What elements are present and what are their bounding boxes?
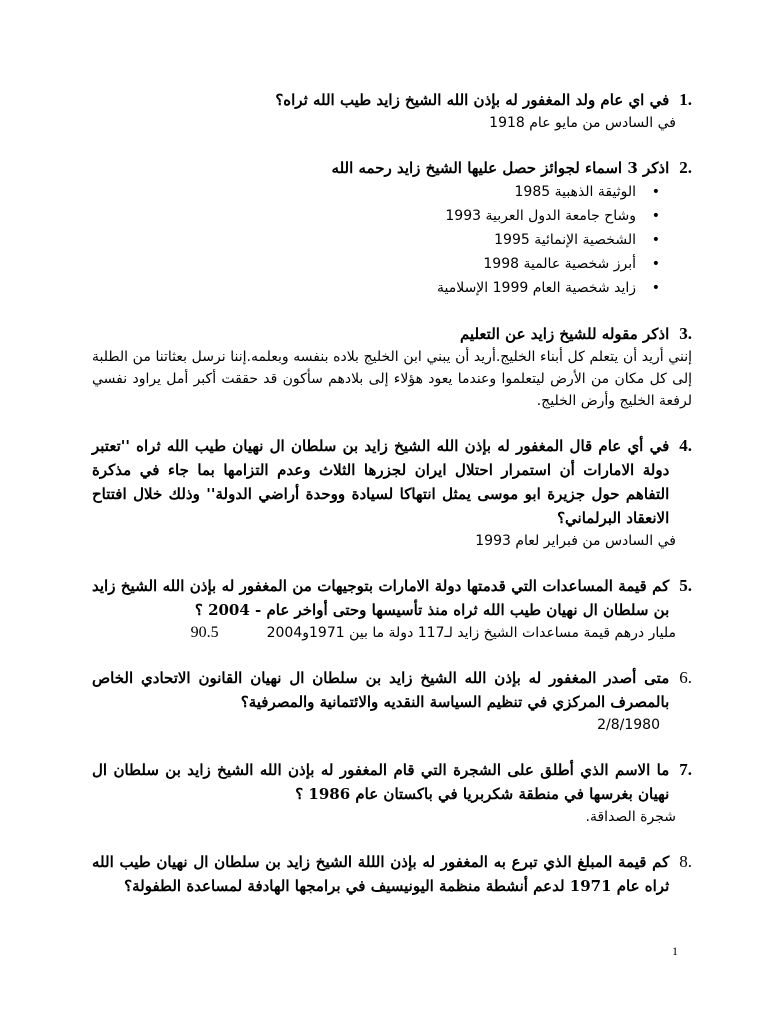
list-item: • الوثيقة الذهبية 1985 [92, 180, 660, 204]
question-3 [92, 322, 692, 412]
question-text: ما الاسم الذي أطلق على الشجرة التي قام المغفور له بإذن الله الشيخ زايد بن سلطان ال نهيان بغرسها في منطقة شكربريا في باكستان عام 1986 ؟ [92, 761, 670, 803]
answer-amount: 90.5 [190, 624, 219, 641]
list-item: • أبرز شخصية عالمية 1998 [92, 252, 660, 276]
question-2 [92, 156, 692, 300]
question-number: 4. [679, 436, 692, 455]
question-number: 6. [679, 668, 692, 687]
question-text: في اي عام ولد المغفور له بإذن الله الشيخ زايد طيب الله ثراه؟ [275, 91, 670, 109]
question-1 [92, 88, 692, 134]
question-7 [92, 758, 692, 828]
question-number: 5. [679, 576, 692, 595]
question-list [92, 88, 692, 920]
answer-text: 2/8/1980 [597, 717, 660, 733]
list-item: • زايد شخصية العام 1999 الإسلامية [92, 276, 660, 300]
question-5 [92, 574, 692, 644]
answer-text: في السادس من فبراير لعام 1993 [475, 533, 676, 549]
question-6 [92, 666, 692, 736]
awards-list [92, 180, 692, 300]
question-text: اذكر مقوله للشيخ زايد عن التعليم [459, 325, 670, 343]
answer-text: في السادس من مايو عام 1918 [489, 115, 676, 131]
list-item: • وشاح جامعة الدول العربية 1993 [92, 204, 660, 228]
question-number: 1. [679, 90, 692, 109]
question-4 [92, 434, 692, 552]
list-item: • الشخصية الإنمائية 1995 [92, 228, 660, 252]
question-8 [92, 850, 692, 898]
question-number: 7. [679, 760, 692, 779]
question-text: كم قيمة المبلغ الذي تبرع به المغفور له بإذن الللة الشيخ زايد بن سلطان ال نهيان طيب الله ثراه عام 1971 لدعم أنشطة منظمة اليونيسيف في برامجها الهادفة لمساعدة الطفولة؟ [92, 853, 670, 895]
answer-text: مليار درهم قيمة مساعدات الشيخ زايد لـ117 دولة ما بين 1971و2004 [266, 625, 676, 641]
question-text: اذكر 3 اسماء لجوائز حصل عليها الشيخ زايد رحمه الله [331, 159, 670, 177]
question-number: 3. [679, 324, 692, 343]
answer-row [92, 622, 692, 644]
question-number: 2. [679, 158, 692, 177]
question-number: 8. [679, 852, 692, 871]
answer-text: شجرة الصداقة. [585, 809, 676, 825]
page-number: 1 [672, 944, 678, 958]
question-text: متى أصدر المغفور له بإذن الله الشيخ زايد بن سلطان ال نهيان القانون الاتحادي الخاص بالمصرف المركزي في تنظيم السياسة النقديه والائتمانية والمصرفية؟ [92, 669, 670, 711]
question-text: في أي عام قال المغفور له بإذن الله الشيخ زايد بن سلطان ال نهيان طيب الله ثراه ''تعتبر دولة الامارات أن استمرار احتلال ايران لجزرها الثلاث وعدم التزامها بما جاء في مذكرة التفاهم حول جزيرة ابو موسى يمثل انتهاكا لسيادة ووحدة أراضي الدولة'' وذلك خلال افتتاح الانعقاد البرلماني؟ [92, 437, 670, 527]
answer-text: إنني أريد أن يتعلم كل أبناء الخليج.أريد أن يبني ابن الخليج بلاده بنفسه وبعلمه.إننا نرسل بعثاتنا من الطلبة إلى كل مكان من الأرض ليتعلموا وعندما يعود هؤلاء إلى بلادهم سأكون قد حققت أكبر أمل يراود نفسي لرفعة الخليج وأرض الخليج. [92, 349, 692, 409]
question-text: كم قيمة المساعدات التي قدمتها دولة الامارات بتوجيهات من المغفور له بإذن الله الشيخ زايد بن سلطان ال نهيان طيب الله ثراه منذ تأسيسها وحتى أواخر عام - 2004 ؟ [92, 577, 670, 619]
